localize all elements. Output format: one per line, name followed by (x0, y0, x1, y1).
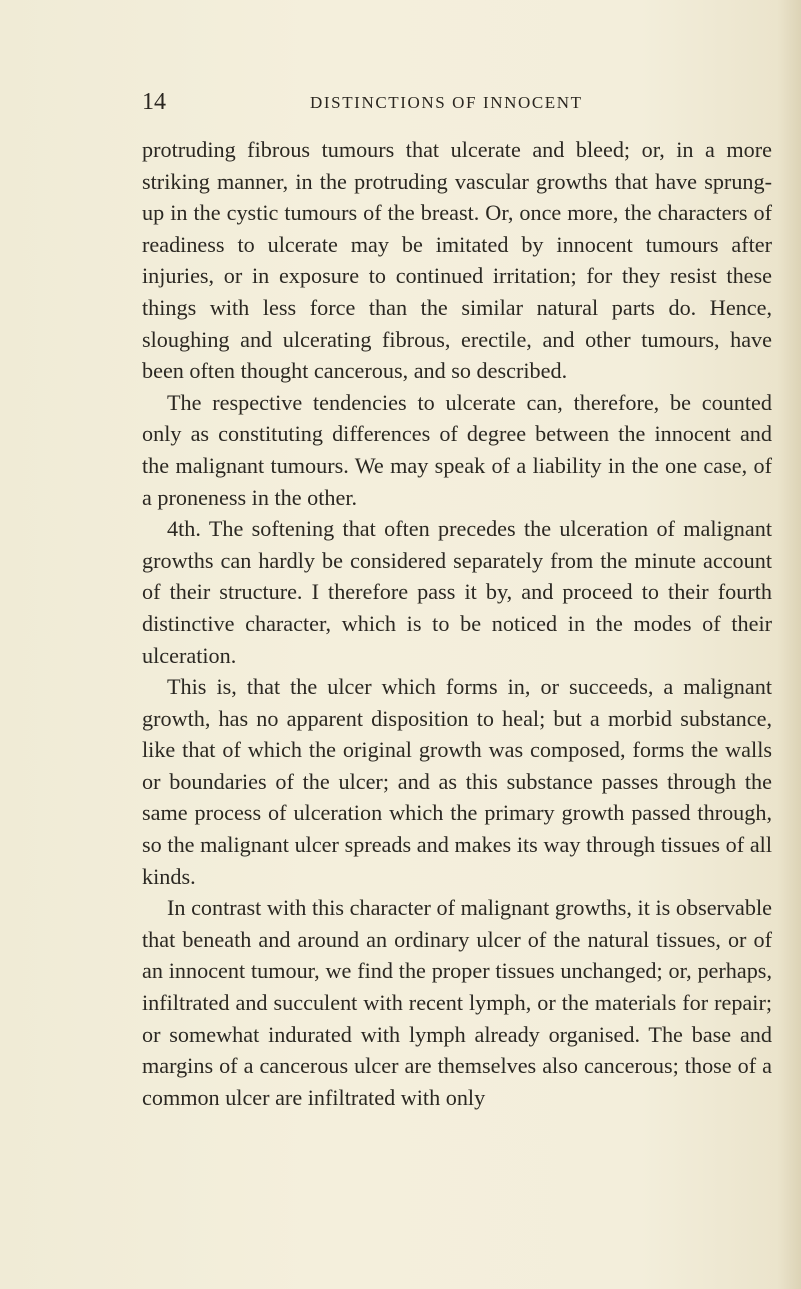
paragraph: In contrast with this character of malignant growths, it is observable that beneath and around an ordinary ulcer of the natural tissues, or of an innocent tumour, we find the proper tissues unchanged; or, perhaps, infiltrated and succulent with recent lymph, or the materials for repair; or somewhat indurated with lymph already organised. The base and margins of a cancerous ulcer are themselves also cancerous; those of a common ulcer are infiltrated with only (142, 895, 772, 1110)
paragraph: protruding fibrous tumours that ulcerate and bleed; or, in a more striking manner, in the protruding vascular growths that have sprung-up in the cystic tumours of the breast. Or, once more, the characters of readiness to ulcerate may be imitated by innocent tumours after injuries, or in exposure to continued irritation; for they resist these things with less force than the similar natural parts do. Hence, sloughing and ulcerating fibrous, erectile, and other tumours, have been often thought cancerous, and so described. (142, 137, 772, 384)
running-head: DISTINCTIONS OF INNOCENT (310, 93, 583, 112)
body-text (142, 134, 772, 1113)
paragraph: 4th. The softening that often precedes the ulceration of malignant growths can hardly be considered separately from the minute account of their structure. I therefore pass it by, and proceed to their fourth distinctive character, which is to be noticed in the modes of their ulceration. (142, 516, 772, 668)
paragraph: This is, that the ulcer which forms in, or succeeds, a malignant growth, has no apparent disposition to heal; but a morbid substance, like that of which the original growth was composed, forms the walls or boundaries of the ulcer; and as this substance passes through the same process of ulceration which the primary growth passed through, so the malignant ulcer spreads and makes its way through tissues of all kinds. (142, 674, 772, 889)
page-header (0, 88, 801, 118)
page-number: 14 (142, 89, 166, 115)
paragraph: The respective tendencies to ulcerate can, therefore, be counted only as constituting differences of degree between the innocent and the malignant tumours. We may speak of a liability in the one case, of a proneness in the other. (142, 389, 772, 510)
